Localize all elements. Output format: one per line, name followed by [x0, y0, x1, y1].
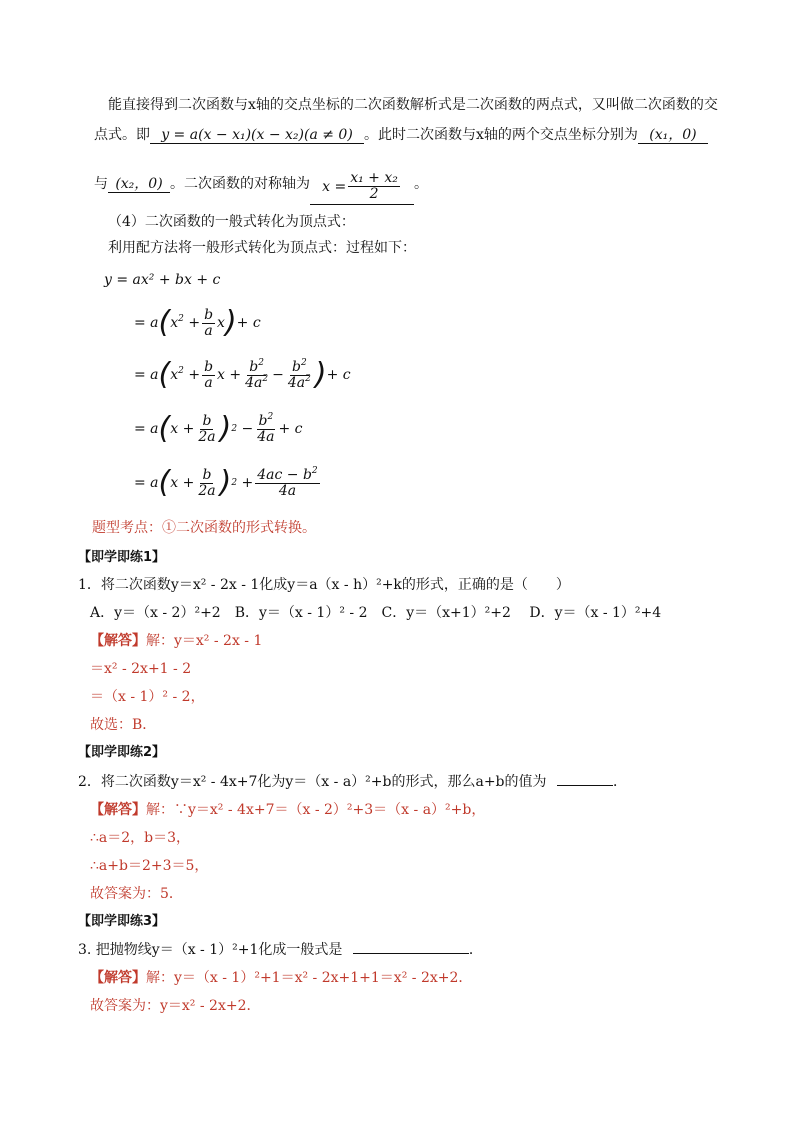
- derivation-step-5: = a ( x + $\frac{b}{2a}$ ) 2 + $\frac{4ac - b^2}{4a}$: [134, 465, 318, 500]
- section4-subtitle: 利用配方法将一般形式转化为顶点式：过程如下：: [108, 240, 416, 256]
- practice-2-question: [78, 773, 627, 791]
- derivation-step-4: = a ( x + $\frac{b}{2a}$ ) 2 − $\frac{b^2}{4a}$ + c: [134, 411, 303, 446]
- practice-2-question-text: 2．将二次函数y＝x² - 4x+7化为y＝（x - a）²+b的形式，那么a+b的值为: [78, 774, 547, 790]
- exam-point: 题型考点：①二次函数的形式转换。: [92, 520, 316, 536]
- point1-blank: (x₁，0): [638, 127, 708, 144]
- practice-3-answer-1: [90, 969, 472, 987]
- practice-3-question-text: 3. 把抛物线y＝（x - 1）²+1化成一般式是: [78, 942, 343, 958]
- practice-2-blank[interactable]: [557, 785, 613, 786]
- practice-2-answer-label: 【解答】: [90, 802, 146, 818]
- two-point-formula-blank: y = a(x − x₁)(x − x₂)(a ≠ 0): [150, 127, 364, 144]
- practice-3-question-end: ．: [468, 942, 483, 958]
- intro-line-3-prefix: 与: [94, 176, 108, 192]
- practice-2-answer-1: [90, 801, 485, 819]
- practice-1-answer-line-1: 解：y＝x² - 2x - 1: [146, 633, 263, 649]
- practice-3-question: [78, 941, 483, 959]
- practice-1-answer-line-3: ＝（x - 1）² - 2，: [90, 689, 205, 705]
- practice-3-answer-line-1: 解：y＝（x - 1）²+1＝x² - 2x+1+1＝x² - 2x+2．: [146, 970, 473, 986]
- practice-3-header: 【即学即练3】: [78, 914, 166, 929]
- axis-eq: x =: [322, 178, 347, 195]
- intro-line-3-mid: 。二次函数的对称轴为: [170, 176, 310, 192]
- practice-1-options: A．y＝（x - 2）²+2 B．y＝（x - 1）² - 2 C．y＝（x+1）²+2 D．y＝（x - 1）²+4: [90, 605, 662, 621]
- practice-2-answer-line-4: 故答案为：5．: [90, 886, 183, 902]
- practice-3-answer-line-2: 故答案为：y＝x² - 2x+2．: [90, 998, 261, 1014]
- intro-line-3: [94, 170, 428, 202]
- point2-blank: (x₂，0): [108, 176, 170, 193]
- derivation-step-1-text: y = ax² + bx + c: [104, 272, 221, 288]
- practice-1-answer-line-4: 故选：B．: [90, 717, 157, 733]
- derivation-step-3: = a ( $x^2$ + $\frac{b}{a}$ x + $\frac{b^2}{4a^2}$ − $\frac{b^2}{4a^2}$ ) + c: [134, 357, 351, 392]
- practice-2-answer-line-2: ∴a＝2，b＝3，: [90, 830, 191, 846]
- intro-line-2: [94, 126, 708, 144]
- practice-2-answer-line-1: 解：∵y＝x² - 4x+7＝（x - 2）²+3＝（x - a）²+b，: [146, 802, 486, 818]
- intro-line-2-prefix: 点式。即: [94, 127, 150, 143]
- practice-2-header: 【即学即练2】: [78, 745, 166, 760]
- section4-title: （4）二次函数的一般式转化为顶点式：: [108, 214, 355, 230]
- axis-denominator: 2: [369, 186, 379, 202]
- practice-3-answer-label: 【解答】: [90, 970, 146, 986]
- intro-line-1: 能直接得到二次函数与x轴的交点坐标的二次函数解析式是二次函数的两点式，又叫做二次函数的交: [108, 97, 718, 113]
- intro-line-2-mid: 。此时二次函数与x轴的两个交点坐标分别为: [364, 127, 638, 143]
- practice-2-question-end: ．: [612, 774, 627, 790]
- practice-1-answer-line-2: ＝x² - 2x+1 - 2: [90, 661, 192, 677]
- practice-1-answer-label: 【解答】: [90, 633, 146, 649]
- derivation-step-1: [104, 272, 220, 288]
- practice-1-answer-1: [90, 632, 262, 650]
- practice-3-blank[interactable]: [353, 953, 469, 954]
- practice-1-question: 1．将二次函数y＝x² - 2x - 1化成y＝a（x - h）²+k的形式，正确的是（ ）: [78, 577, 570, 593]
- axis-blank: [310, 171, 414, 205]
- derivation-step-2: = a ( $x^2$ + $\frac{b}{a}$ x ) + c: [134, 305, 261, 340]
- intro-line-3-end: 。: [414, 176, 428, 192]
- practice-2-answer-line-3: ∴a+b＝2+3＝5，: [90, 858, 209, 874]
- axis-numerator: x₁ + x₂: [350, 170, 398, 186]
- practice-1-header: 【即学即练1】: [78, 550, 166, 565]
- axis-fraction: [348, 171, 400, 202]
